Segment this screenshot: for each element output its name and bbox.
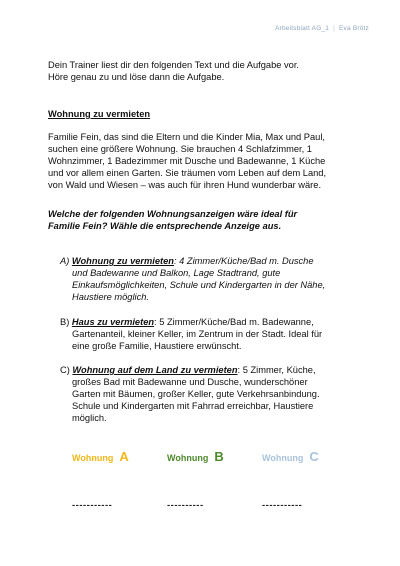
choice-label: Wohnung bbox=[167, 453, 209, 463]
choice-label: Wohnung bbox=[262, 453, 304, 463]
answer-blank-a[interactable]: ----------- bbox=[72, 500, 113, 511]
choice-letter: B bbox=[214, 449, 224, 464]
answer-blank-c[interactable]: ----------- bbox=[262, 500, 303, 511]
section-heading: Wohnung zu vermieten bbox=[48, 109, 151, 119]
intro-text bbox=[48, 59, 368, 83]
choice-letter: A bbox=[119, 449, 129, 464]
option-c-prefix: C) bbox=[60, 365, 70, 375]
option-a-prefix: A) bbox=[60, 256, 70, 266]
intro-line: Dein Trainer liest dir den folgenden Text und die Aufgabe vor. bbox=[48, 60, 300, 70]
story-line: und vor allem einen Garten. Sie träumen vom Leben auf dem Land, bbox=[48, 168, 327, 178]
option-b-prefix: B) bbox=[60, 317, 70, 327]
choice-wohnung-b[interactable] bbox=[167, 449, 224, 464]
task-line: Welche der folgenden Wohnungsanzeigen wäre ideal für bbox=[48, 209, 298, 219]
option-b-title: Haus zu vermieten bbox=[71, 317, 155, 327]
option-a-line: Einkaufsmöglichkeiten, Schule und Kindergarten in der Nähe, bbox=[72, 280, 326, 290]
choice-letter: C bbox=[309, 449, 319, 464]
option-c-line: Schule und Kindergarten mit Fahrrad erreichbar, Haustiere bbox=[72, 401, 314, 411]
option-c-line: Garten mit Bäumen, großer Keller, gute Verkehrsanbindung. bbox=[72, 389, 320, 399]
choice-wohnung-c[interactable] bbox=[262, 449, 319, 464]
intro-line: Höre genau zu und löse dann die Aufgabe. bbox=[48, 72, 225, 82]
sheet-name: Arbeitsblatt AG_1 bbox=[275, 25, 330, 32]
header-separator: | bbox=[333, 25, 335, 32]
option-a-line: : 4 Zimmer/Küche/Bad m. Dusche bbox=[174, 256, 314, 266]
option-c[interactable] bbox=[60, 364, 360, 424]
option-b-line: : 5 Zimmer/Küche/Bad m. Badewanne, bbox=[154, 317, 314, 327]
story-line: Wohnzimmer, 1 Badezimmer mit Dusche und Badewanne, 1 Küche bbox=[48, 156, 326, 166]
option-a-line: und Badewanne und Balkon, Lage Stadtrand, gute bbox=[72, 268, 281, 278]
option-c-line: möglich. bbox=[72, 413, 107, 423]
task-text bbox=[48, 208, 368, 232]
answer-blank-b[interactable]: ---------- bbox=[167, 500, 204, 511]
story-line: suchen eine größere Wohnung. Sie brauchen 4 Schlafzimmer, 1 bbox=[48, 144, 312, 154]
author-name: Eva Brötz bbox=[339, 25, 369, 32]
option-c-title: Wohnung auf dem Land zu vermieten bbox=[72, 365, 238, 375]
story-text bbox=[48, 131, 368, 191]
option-a[interactable] bbox=[60, 255, 360, 303]
option-b-line: Gartenanteil, kleiner Keller, im Zentrum in der Stadt. Ideal für bbox=[72, 329, 323, 339]
task-line: Familie Fein? Wähle die entsprechende Anzeige aus. bbox=[48, 221, 282, 231]
option-a-title: Wohnung zu vermieten bbox=[71, 256, 174, 266]
story-line: Familie Fein, das sind die Eltern und die Kinder Mia, Max und Paul, bbox=[48, 132, 325, 142]
option-b-line: eine große Familie, Haustiere erwünscht. bbox=[72, 341, 242, 351]
page-header bbox=[275, 25, 369, 32]
story-line: von Wald und Wiesen – was auch für ihren Hund wunderbar wäre. bbox=[48, 180, 322, 190]
choice-label: Wohnung bbox=[72, 453, 114, 463]
option-b[interactable] bbox=[60, 316, 360, 352]
option-c-line: : 5 Zimmer, Küche, bbox=[237, 365, 316, 375]
option-a-line: Haustiere möglich. bbox=[72, 292, 149, 302]
choice-wohnung-a[interactable] bbox=[72, 449, 129, 464]
option-c-line: großes Bad mit Badewanne und Dusche, wunderschöner bbox=[72, 377, 308, 387]
